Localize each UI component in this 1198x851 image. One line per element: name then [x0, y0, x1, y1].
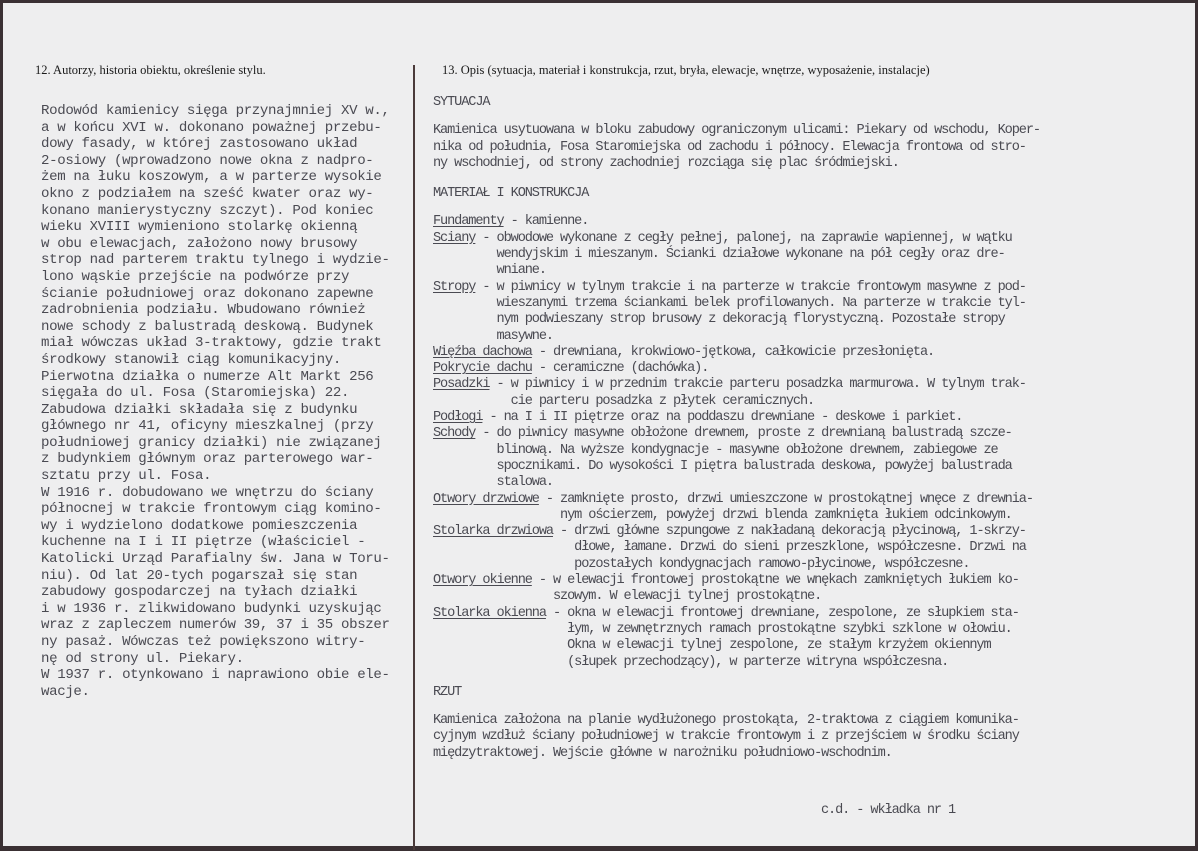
history-text-line: W 1937 r. otynkowano i naprawiono obie ele-	[41, 667, 390, 684]
material-description: - okna w elewacji frontowej drewniane, zespolone, ze słupkiem sta-	[545, 605, 1019, 621]
material-description-continued: szowym. W elewacji tylnej prostokątne.	[433, 589, 822, 605]
material-description: - drzwi główne szpungowe z nakładaną dekoracją płycinową, 1-skrzy-	[552, 524, 1026, 540]
material-description-continued: Okna w elewacji tylnej zespolone, ze stałym krzyżem okiennym	[433, 638, 991, 654]
history-text-line: niu). Od lat 20-tych pogarszał się stan	[41, 567, 358, 584]
history-text-line: kuchenne na I i II piętrze (właściciel -	[41, 534, 366, 551]
material-entry	[433, 377, 1173, 410]
material-description: - w piwnicy w tylnym trakcie i na parterze w trakcie frontowym masywne z pod-	[475, 279, 1026, 295]
material-entry	[433, 524, 1173, 573]
history-text-line: ścianie południowej oraz dokonano zapewne	[41, 285, 374, 302]
material-entry-first-line	[433, 280, 1173, 296]
sytuacja-text-line: ny wschodniej, od strony zachodniej rozciąga się plac śródmiejski.	[433, 155, 899, 171]
material-term: Sciany	[433, 230, 476, 246]
rzut-text-line: Kamienica założona na planie wydłużonego prostokąta, 2-traktowa z ciągiem komunika-	[433, 713, 1019, 729]
material-entry	[433, 573, 1173, 606]
rzut-text-line: cyjnym wzdłuż ściany południowej w trakcie frontowym i z przejściem w środku ściany	[433, 729, 1019, 745]
history-text-line: sięgała do ul. Fosa (Staromiejska) 22.	[41, 385, 350, 402]
material-description-continued: blinową. Na wyższe kondygnacje - masywne obłożone drewnem, zabiegowe ze	[433, 442, 998, 458]
history-text-line: lono wąskie przejście na podwórze przy	[41, 268, 350, 285]
material-entry	[433, 214, 1173, 230]
history-text-line: północnej w trakcie frontowym ciąg komino-	[41, 501, 382, 518]
material-description: - obwodowe wykonane z cegły pełnej, palonej, na zaprawie wapiennej, w wątku	[475, 230, 1012, 246]
history-text-line: strop nad parterem traktu tylnego i wydzie-	[41, 252, 390, 269]
material-term: Posadzki	[433, 377, 490, 393]
history-text-line: miał wówczas układ 3-traktowy, gdzie trakt	[41, 335, 382, 352]
section-13-heading: 13. Opis (sytuacja, materiał i konstrukcja, rzut, bryła, elewacje, wnętrze, wyposażenie, instalacje)	[442, 63, 930, 77]
material-description-continued: łym, w zewnętrznych ramach prostokątne szybki szklone w ołowiu.	[433, 621, 1012, 637]
history-text-line: środkowy stanowił ciąg komunikacyjny.	[41, 351, 341, 368]
material-entry	[433, 606, 1173, 671]
material-description-continued: stalowa.	[433, 475, 553, 491]
history-text-line: wieku XVIII wymieniono stolarkę okienną	[41, 219, 358, 236]
history-text-line: południowej granicy działki) nie związanej	[41, 434, 382, 451]
material-term: Otwory drzwiowe	[433, 491, 539, 507]
column-divider	[413, 65, 415, 850]
history-text-line: okno z podziałem na sześć kwater oraz wy-	[41, 185, 374, 202]
history-text-line: głównego nr 41, oficyny mieszkalnej (przy	[41, 418, 374, 435]
material-term: Schody	[433, 426, 476, 442]
history-text-line: wy i wydzielono dodatkowe pomieszczenia	[41, 517, 358, 534]
material-entry-first-line	[433, 606, 1173, 622]
history-text-line: sztatu przy ul. Fosa.	[41, 468, 212, 485]
history-text-line: ny pasaż. Wówczas też powiększono witry-	[41, 634, 366, 650]
material-term: Stolarka okienna	[433, 605, 546, 621]
sytuacja-text-line: Kamienica usytuowana w bloku zabudowy ograniczonym ulicami: Piekary od wschodu, Koper-	[433, 123, 1040, 139]
material-entry-first-line	[433, 214, 1173, 230]
material-entry-first-line	[433, 377, 1173, 393]
history-text-line: żem na łuku koszowym, a w parterze wysokie	[41, 169, 382, 186]
section-12-heading: 12. Autorzy, historia obiektu, określenie stylu.	[35, 63, 266, 77]
history-text-line: Rodowód kamienicy sięga przynajmniej XV w.,	[41, 103, 390, 119]
material-term: Otwory okienne	[433, 573, 532, 589]
material-description-continued: nym podwieszany strop brusowy z dekoracją florystyczną. Pozostałe stropy	[433, 312, 1005, 328]
history-text-line: Pierwotna działka o numerze Alt Markt 256	[41, 368, 374, 385]
material-term: Podłogi	[433, 410, 483, 426]
material-description: - w elewacji frontowej prostokątne we wnękach zamkniętych łukiem ko-	[531, 573, 1019, 589]
section-title-material: MATERIAŁ I KONSTRUKCJA	[433, 186, 589, 202]
material-description-continued: cie parteru posadzka z płytek ceramicznych.	[433, 393, 815, 409]
history-text-line: Katolicki Urząd Parafialny św. Jana w Toru-	[41, 551, 390, 568]
material-entry-first-line	[433, 492, 1173, 508]
material-description-continued: wendyjskim i mieszanym. Ścianki działowe wykonane na pół cegły oraz dre-	[433, 247, 1005, 263]
history-text-line: wacje.	[41, 683, 90, 700]
material-entries	[433, 214, 1173, 670]
continuation-note: c.d. - wkładka nr 1	[821, 803, 956, 818]
material-entry	[433, 345, 1173, 361]
material-entry	[433, 492, 1173, 525]
material-entry	[433, 280, 1173, 345]
material-term: Stolarka drzwiowa	[433, 524, 553, 540]
history-text-block	[41, 103, 411, 700]
section-title-sytuacja: SYTUACJA	[433, 95, 490, 110]
history-text-line: wraz z zapleczem numerów 39, 37 i 35 obszer	[41, 617, 390, 634]
material-entry-first-line	[433, 573, 1173, 589]
history-text-line: konano manierystyczny szczyt). Pod koniec	[41, 202, 374, 219]
material-description: - do piwnicy masywne obłożone drewnem, proste z drewnianą balustradą szcze-	[475, 426, 1012, 442]
history-text-line: nę od strony ul. Piekary.	[41, 650, 244, 667]
material-description-continued: spocznikami. Do wysokości I piętra balustrada deskowa, powyżej balustrada	[433, 458, 1012, 474]
material-description-continued: dłowe, łamane. Drzwi do sieni przeszklone, współczesne. Drzwi na	[433, 540, 1026, 556]
material-description: - w piwnicy i w przednim trakcie parteru posadzka marmurowa. W tylnym trak-	[489, 377, 1026, 393]
section-title-rzut: RZUT	[433, 684, 462, 700]
material-term: Stropy	[433, 279, 476, 295]
material-term: Więźba dachowa	[433, 344, 532, 360]
material-description-continued: nym ościerzem, powyżej drzwi blenda zamknięta łukiem odcinkowym.	[433, 507, 1012, 523]
history-text-line: z budynkiem głównym oraz parterowego war-	[41, 451, 374, 468]
material-entry-first-line	[433, 345, 1173, 361]
sytuacja-text-line: nika od południa, Fosa Staromiejska od zachodu i północy. Elewacja frontowa od stro-	[433, 139, 1026, 155]
material-term: Pokrycie dachu	[433, 361, 532, 377]
material-entry	[433, 231, 1173, 280]
document-sheet	[3, 3, 1195, 846]
material-description: - na I i II piętrze oraz na poddaszu drewniane - deskowe i parkiet.	[482, 410, 963, 426]
history-text-line: zadrobnienia podziału. Wbudowano również	[41, 302, 366, 319]
material-description-continued: masywne.	[433, 328, 553, 344]
material-term: Fundamenty	[433, 214, 504, 230]
rzut-text-line: międzytraktowej. Wejście główne w narożniku południowo-wschodnim.	[433, 745, 892, 761]
sytuacja-paragraph	[433, 123, 1173, 172]
material-description: - kamienne.	[503, 214, 589, 230]
history-text-line: w obu elewacjach, założono nowy brusowy	[41, 235, 358, 252]
material-entry-first-line	[433, 361, 1173, 377]
history-text-line: nowe schody z balustradą deskową. Budynek	[41, 318, 374, 335]
material-entry-first-line	[433, 410, 1173, 426]
history-text-line: zabudowy gospodarczej na tyłach działki	[41, 584, 358, 601]
material-entry-first-line	[433, 426, 1173, 442]
history-text-line: W 1916 r. dobudowano we wnętrzu do ściany	[41, 484, 374, 501]
material-description-continued: wieszanymi trzema ściankami belek profilowanych. Na parterze w trakcie tyl-	[433, 295, 1026, 311]
history-text-line: a w końcu XVI w. dokonano poważnej przebu-	[41, 119, 382, 136]
history-text-line: 2-osiowy (wprowadzono nowe okna z nadpro-	[41, 152, 374, 169]
material-entry	[433, 426, 1173, 491]
material-description: - ceramiczne (dachówka).	[531, 361, 709, 377]
material-description-continued: (słupek przechodzący), w parterze witryna współczesna.	[433, 654, 949, 670]
material-entry	[433, 361, 1173, 377]
material-description-continued: pozostałych kondygnacjach ramowo-płycinowe, współczesne.	[433, 556, 970, 572]
material-entry-first-line	[433, 231, 1173, 247]
material-description-continued: wniane.	[433, 263, 546, 279]
history-text-line: Zabudowa działki składała się z budynku	[41, 401, 358, 418]
rzut-paragraph	[433, 713, 1173, 762]
material-description: - zamknięte prosto, drzwi umieszczone w prostokątnej wnęce z drewnia-	[538, 491, 1033, 507]
material-description: - drewniana, krokwiowo-jętkowa, całkowicie przesłonięta.	[531, 344, 935, 360]
description-text-block	[433, 95, 1173, 776]
history-text-line: i w 1936 r. zlikwidowano budynki uzyskując	[41, 600, 382, 617]
history-text-line: dowy fasady, w której zastosowano układ	[41, 136, 358, 153]
material-entry	[433, 410, 1173, 426]
material-entry-first-line	[433, 524, 1173, 540]
